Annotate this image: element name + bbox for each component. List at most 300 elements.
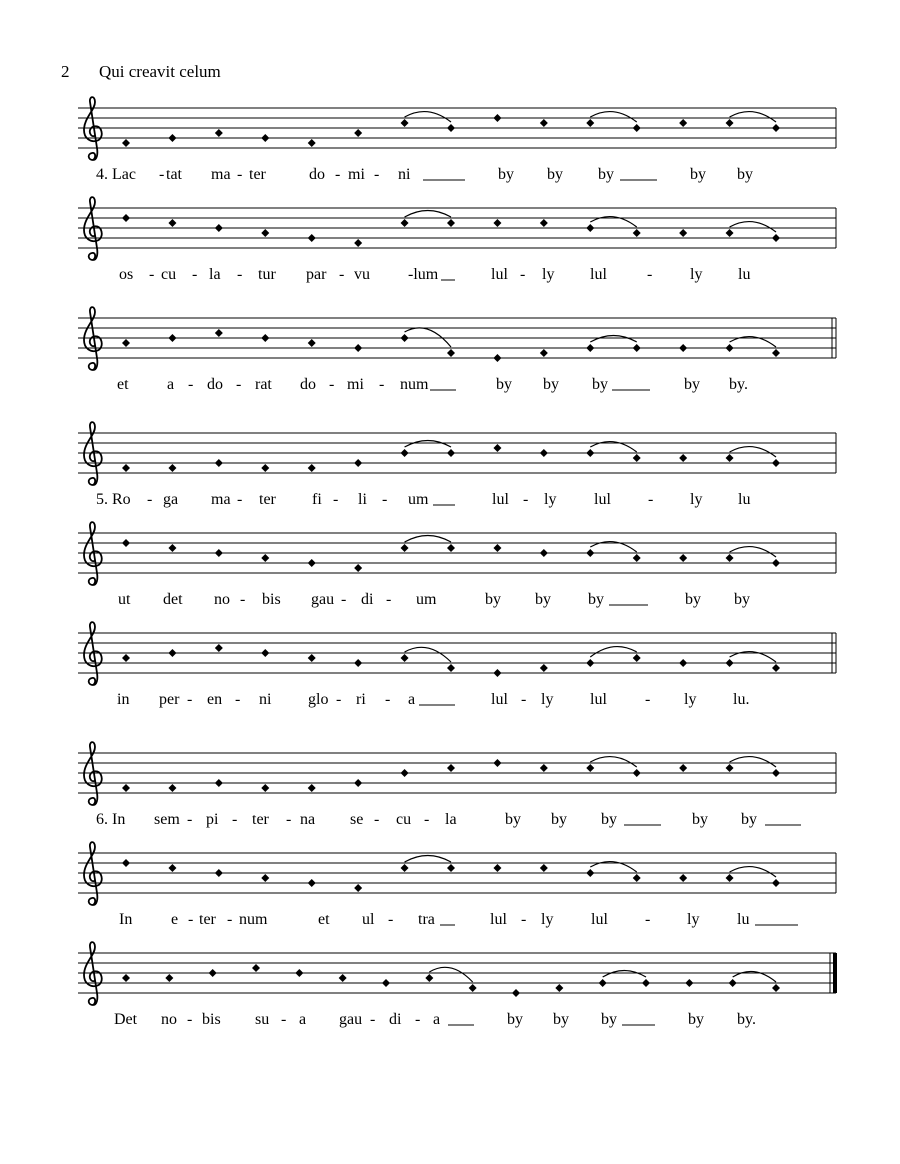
lyric-syllable: by.: [737, 1011, 756, 1028]
diamond-note-icon: [633, 124, 641, 132]
lyric-syllable: by: [688, 1011, 704, 1028]
lyric-syllable: ma: [211, 166, 231, 183]
diamond-note-icon: [261, 334, 269, 342]
lyric-syllable: do: [207, 376, 223, 393]
lyric-syllable: a: [167, 376, 175, 393]
diamond-note-icon: [215, 779, 223, 787]
lyric-syllable: su: [255, 1011, 270, 1028]
slur: [730, 112, 776, 122]
slur: [405, 441, 451, 448]
diamond-note-icon: [447, 764, 455, 772]
lyric-syllable: lul: [491, 691, 508, 708]
lyric-syllable: -: [336, 691, 342, 708]
lyric-syllable: rat: [255, 376, 272, 393]
diamond-note-icon: [679, 874, 687, 882]
diamond-note-icon: [261, 229, 269, 237]
lyric-syllable: lu: [737, 911, 750, 928]
treble-clef-icon: [84, 842, 102, 905]
diamond-note-icon: [586, 764, 594, 772]
lyric-syllable: -: [192, 266, 198, 283]
lyric-syllable: ly: [544, 491, 557, 508]
lyric-syllable: li: [358, 491, 367, 508]
lyric-syllable: no: [161, 1011, 177, 1028]
diamond-note-icon: [261, 649, 269, 657]
diamond-note-icon: [209, 969, 217, 977]
diamond-note-icon: [122, 539, 130, 547]
treble-clef-stroke: [84, 422, 102, 485]
diamond-note-icon: [633, 554, 641, 562]
diamond-note-icon: [122, 784, 130, 792]
diamond-note-icon: [401, 119, 409, 127]
lyric-syllable: -: [240, 591, 246, 608]
diamond-note-icon: [215, 224, 223, 232]
treble-clef-icon: [84, 942, 102, 1005]
lyric-syllable: in: [117, 691, 130, 708]
slur: [730, 222, 776, 232]
staff-system: [78, 522, 836, 608]
slur: [730, 447, 776, 457]
lyric-syllable: -: [374, 811, 380, 828]
diamond-note-icon: [469, 984, 477, 992]
diamond-note-icon: [308, 559, 316, 567]
treble-clef-stroke: [84, 307, 102, 370]
lyric-syllable: -: [187, 1011, 193, 1028]
diamond-note-icon: [425, 974, 433, 982]
diamond-note-icon: [679, 344, 687, 352]
diamond-note-icon: [354, 239, 362, 247]
diamond-note-icon: [168, 864, 176, 872]
lyric-syllable: by: [553, 1011, 569, 1028]
lyric-syllable: -: [235, 691, 241, 708]
treble-clef-icon: [84, 622, 102, 685]
staff-system: [78, 622, 836, 708]
lyric-syllable: by: [685, 591, 701, 608]
diamond-note-icon: [354, 344, 362, 352]
treble-clef-stroke: [84, 97, 102, 160]
lyric-syllable: by: [535, 591, 551, 608]
diamond-note-icon: [679, 454, 687, 462]
diamond-note-icon: [401, 219, 409, 227]
lyric-syllable: ly: [684, 691, 697, 708]
lyric-syllable: ter: [199, 911, 216, 928]
diamond-note-icon: [308, 464, 316, 472]
lyric-syllable: la: [209, 266, 221, 283]
diamond-note-icon: [261, 134, 269, 142]
slur: [730, 757, 776, 767]
lyric-syllable: by: [734, 591, 750, 608]
lyric-syllable: cu: [161, 266, 177, 283]
slur: [405, 536, 451, 543]
slur: [405, 328, 451, 347]
diamond-note-icon: [215, 329, 223, 337]
lyric-syllable: di: [389, 1011, 402, 1028]
slur: [405, 856, 451, 863]
diamond-note-icon: [726, 874, 734, 882]
lyric-syllable: na: [300, 811, 316, 828]
diamond-note-icon: [215, 644, 223, 652]
lyric-syllable: par: [306, 266, 327, 283]
diamond-note-icon: [252, 964, 260, 972]
treble-clef-icon: [84, 97, 102, 160]
lyric-syllable: tur: [258, 266, 276, 283]
diamond-note-icon: [215, 129, 223, 137]
lyric-syllable: -: [333, 491, 339, 508]
diamond-note-icon: [633, 769, 641, 777]
lyric-syllable: 6. In: [96, 811, 126, 828]
lyric-syllable: mi: [347, 376, 364, 393]
treble-clef-stroke: [84, 197, 102, 260]
diamond-note-icon: [512, 989, 520, 997]
slur: [590, 112, 636, 122]
diamond-note-icon: [354, 779, 362, 787]
lyric-syllable: -: [647, 266, 653, 283]
final-barline-thick: [833, 953, 837, 993]
diamond-note-icon: [215, 869, 223, 877]
diamond-note-icon: [772, 459, 780, 467]
lyric-syllable: um: [408, 491, 429, 508]
diamond-note-icon: [493, 759, 501, 767]
diamond-note-icon: [165, 974, 173, 982]
lyric-syllable: by: [592, 376, 608, 393]
lyric-syllable: -: [188, 376, 194, 393]
lyric-syllable: by: [485, 591, 501, 608]
slur: [429, 967, 472, 982]
lyric-syllable: lul: [490, 911, 507, 928]
lyric-syllable: -: [339, 266, 345, 283]
diamond-note-icon: [586, 449, 594, 457]
diamond-note-icon: [215, 459, 223, 467]
diamond-note-icon: [447, 349, 455, 357]
lyric-syllable: -: [386, 591, 392, 608]
lyric-syllable: bis: [262, 591, 281, 608]
diamond-note-icon: [447, 544, 455, 552]
diamond-note-icon: [493, 114, 501, 122]
diamond-note-icon: [679, 229, 687, 237]
treble-clef-stroke: [84, 522, 102, 585]
diamond-note-icon: [540, 864, 548, 872]
diamond-note-icon: [122, 139, 130, 147]
lyric-syllable: 4. Lac: [96, 166, 136, 183]
lyric-syllable: 5. Ro: [96, 491, 131, 508]
lyric-syllable: -: [388, 911, 394, 928]
diamond-note-icon: [726, 659, 734, 667]
lyric-syllable: do: [309, 166, 325, 183]
lyric-syllable: di: [361, 591, 374, 608]
diamond-note-icon: [261, 464, 269, 472]
diamond-note-icon: [586, 224, 594, 232]
diamond-note-icon: [586, 659, 594, 667]
diamond-note-icon: [308, 339, 316, 347]
diamond-note-icon: [261, 554, 269, 562]
lyric-syllable: lu: [738, 266, 751, 283]
lyric-syllable: -: [521, 911, 527, 928]
lyric-syllable: lu.: [733, 691, 750, 708]
lyric-syllable: vu: [354, 266, 370, 283]
lyric-syllable: by: [737, 166, 753, 183]
diamond-note-icon: [308, 784, 316, 792]
lyric-syllable: ut: [118, 591, 131, 608]
lyric-syllable: -: [374, 166, 380, 183]
diamond-note-icon: [261, 874, 269, 882]
lyric-syllable: -: [236, 376, 242, 393]
diamond-note-icon: [493, 669, 501, 677]
lyric-syllable: -: [187, 691, 193, 708]
lyric-syllable: by: [741, 811, 757, 828]
lyric-syllable: -: [281, 1011, 287, 1028]
lyric-syllable: by: [690, 166, 706, 183]
lyric-syllable: -: [335, 166, 341, 183]
lyric-syllable: by: [588, 591, 604, 608]
diamond-note-icon: [633, 344, 641, 352]
staff-system: [78, 97, 836, 183]
diamond-note-icon: [122, 654, 130, 662]
diamond-note-icon: [586, 344, 594, 352]
diamond-note-icon: [679, 119, 687, 127]
lyric-syllable: fi: [312, 491, 322, 508]
diamond-note-icon: [726, 119, 734, 127]
lyric-syllable: mi: [348, 166, 365, 183]
diamond-note-icon: [401, 769, 409, 777]
lyric-syllable: a: [433, 1011, 441, 1028]
lyric-syllable: ma: [211, 491, 231, 508]
lyric-syllable: lu: [738, 491, 751, 508]
lyric-syllable: ni: [398, 166, 411, 183]
slur: [405, 112, 451, 122]
slur: [405, 211, 451, 218]
diamond-note-icon: [447, 219, 455, 227]
diamond-note-icon: [540, 119, 548, 127]
diamond-note-icon: [447, 864, 455, 872]
diamond-note-icon: [633, 229, 641, 237]
slur: [730, 867, 776, 877]
lyric-syllable: -: [385, 691, 391, 708]
diamond-note-icon: [401, 449, 409, 457]
diamond-note-icon: [447, 664, 455, 672]
lyric-syllable: ul: [362, 911, 375, 928]
lyric-syllable: -: [149, 266, 155, 283]
lyric-syllable: ly: [690, 266, 703, 283]
lyric-syllable: ri: [356, 691, 366, 708]
diamond-note-icon: [354, 129, 362, 137]
lyric-syllable: -: [521, 691, 527, 708]
treble-clef-icon: [84, 197, 102, 260]
diamond-note-icon: [493, 354, 501, 362]
lyric-syllable: e: [171, 911, 179, 928]
lyric-syllable: ter: [259, 491, 276, 508]
lyric-syllable: by: [692, 811, 708, 828]
lyric-syllable: -: [237, 491, 243, 508]
lyric-syllable: Det: [114, 1011, 138, 1028]
diamond-note-icon: [122, 464, 130, 472]
diamond-note-icon: [633, 454, 641, 462]
lyric-syllable: ly: [541, 691, 554, 708]
lyric-syllable: os: [119, 266, 134, 283]
slur: [590, 336, 636, 343]
slur: [590, 757, 636, 767]
diamond-note-icon: [122, 339, 130, 347]
diamond-note-icon: [122, 974, 130, 982]
lyric-syllable: by: [498, 166, 514, 183]
lyric-syllable: by: [543, 376, 559, 393]
lyric-syllable: ter: [252, 811, 269, 828]
diamond-note-icon: [354, 459, 362, 467]
treble-clef-icon: [84, 307, 102, 370]
diamond-note-icon: [586, 549, 594, 557]
lyric-syllable: a: [299, 1011, 307, 1028]
lyric-syllable: -: [424, 811, 430, 828]
lyric-syllable: ly: [542, 266, 555, 283]
treble-clef-stroke: [84, 742, 102, 805]
lyric-syllable: ga: [163, 491, 179, 508]
lyric-syllable: num: [400, 376, 429, 393]
lyric-syllable: num: [239, 911, 268, 928]
lyric-syllable: lul: [591, 911, 608, 928]
staff-system: [78, 942, 837, 1028]
lyric-syllable: se: [350, 811, 364, 828]
lyric-syllable: by: [601, 1011, 617, 1028]
treble-clef-stroke: [84, 942, 102, 1005]
diamond-note-icon: [540, 349, 548, 357]
diamond-note-icon: [493, 864, 501, 872]
lyric-syllable: do: [300, 376, 316, 393]
lyric-syllable: In: [119, 911, 133, 928]
lyric-syllable: lul: [492, 491, 509, 508]
lyric-syllable: -: [379, 376, 385, 393]
staff-system: [78, 197, 836, 283]
lyric-syllable: glo: [308, 691, 329, 708]
diamond-note-icon: [168, 544, 176, 552]
lyric-syllable: lul: [491, 266, 508, 283]
lyric-syllable: -: [227, 911, 233, 928]
diamond-note-icon: [401, 654, 409, 662]
diamond-note-icon: [382, 979, 390, 987]
lyric-syllable: by.: [729, 376, 748, 393]
lyric-syllable: -: [232, 811, 238, 828]
lyric-syllable: a: [408, 691, 416, 708]
lyric-syllable: et: [117, 376, 129, 393]
treble-clef-icon: [84, 742, 102, 805]
lyric-syllable: -: [187, 811, 193, 828]
lyric-syllable: gau: [339, 1011, 363, 1028]
lyric-syllable: lul: [590, 691, 607, 708]
treble-clef-icon: [84, 522, 102, 585]
treble-clef-stroke: [84, 622, 102, 685]
staff-system: [78, 307, 836, 393]
treble-clef-icon: [84, 422, 102, 485]
diamond-note-icon: [599, 979, 607, 987]
lyric-syllable: la: [445, 811, 457, 828]
lyric-syllable: by: [547, 166, 563, 183]
diamond-note-icon: [295, 969, 303, 977]
diamond-note-icon: [586, 119, 594, 127]
diamond-note-icon: [540, 764, 548, 772]
lyric-syllable: -: [382, 491, 388, 508]
diamond-note-icon: [354, 884, 362, 892]
diamond-note-icon: [679, 659, 687, 667]
lyric-syllable: gau: [311, 591, 335, 608]
lyric-syllable: pi: [206, 811, 219, 828]
lyric-syllable: by: [551, 811, 567, 828]
slur: [603, 971, 646, 978]
lyric-syllable: by: [684, 376, 700, 393]
lyric-syllable: bis: [202, 1011, 221, 1028]
treble-clef-stroke: [84, 842, 102, 905]
lyric-syllable: per: [159, 691, 180, 708]
lyric-syllable: -: [188, 911, 194, 928]
diamond-note-icon: [168, 219, 176, 227]
diamond-note-icon: [493, 544, 501, 552]
lyric-syllable: by: [601, 811, 617, 828]
diamond-note-icon: [401, 334, 409, 342]
diamond-note-icon: [354, 659, 362, 667]
slur: [405, 647, 451, 662]
lyric-syllable: sem: [154, 811, 180, 828]
diamond-note-icon: [540, 449, 548, 457]
diamond-note-icon: [685, 979, 693, 987]
lyric-syllable: ly: [690, 491, 703, 508]
diamond-note-icon: [726, 764, 734, 772]
diamond-note-icon: [726, 454, 734, 462]
lyric-syllable: ter: [249, 166, 266, 183]
lyric-syllable: en: [207, 691, 223, 708]
diamond-note-icon: [726, 229, 734, 237]
lyric-syllable: -: [329, 376, 335, 393]
diamond-note-icon: [168, 649, 176, 657]
lyric-syllable: ly: [687, 911, 700, 928]
diamond-note-icon: [679, 764, 687, 772]
diamond-note-icon: [772, 349, 780, 357]
diamond-note-icon: [308, 139, 316, 147]
diamond-note-icon: [540, 219, 548, 227]
staff-system: [78, 842, 836, 928]
diamond-note-icon: [493, 444, 501, 452]
diamond-note-icon: [726, 344, 734, 352]
lyric-syllable: et: [318, 911, 330, 928]
lyric-syllable: -: [370, 1011, 376, 1028]
diamond-note-icon: [772, 234, 780, 242]
lyric-syllable: tra: [418, 911, 435, 928]
diamond-note-icon: [633, 874, 641, 882]
diamond-note-icon: [772, 664, 780, 672]
diamond-note-icon: [633, 654, 641, 662]
page-title: Qui creavit celum: [99, 62, 221, 81]
diamond-note-icon: [261, 784, 269, 792]
slur: [730, 547, 776, 557]
diamond-note-icon: [168, 334, 176, 342]
lyric-syllable: -: [520, 266, 526, 283]
diamond-note-icon: [586, 869, 594, 877]
diamond-note-icon: [308, 654, 316, 662]
lyric-syllable: lul: [594, 491, 611, 508]
lyric-syllable: -: [159, 166, 165, 183]
diamond-note-icon: [168, 134, 176, 142]
diamond-note-icon: [308, 234, 316, 242]
lyric-syllable: det: [163, 591, 183, 608]
diamond-note-icon: [215, 549, 223, 557]
diamond-note-icon: [122, 214, 130, 222]
diamond-note-icon: [726, 554, 734, 562]
diamond-note-icon: [642, 979, 650, 987]
slur: [590, 647, 636, 657]
lyric-syllable: tat: [166, 166, 182, 183]
diamond-note-icon: [772, 124, 780, 132]
lyric-syllable: -: [147, 491, 153, 508]
diamond-note-icon: [540, 549, 548, 557]
diamond-note-icon: [540, 664, 548, 672]
diamond-note-icon: [401, 544, 409, 552]
lyric-syllable: cu: [396, 811, 412, 828]
lyric-syllable: lul: [590, 266, 607, 283]
